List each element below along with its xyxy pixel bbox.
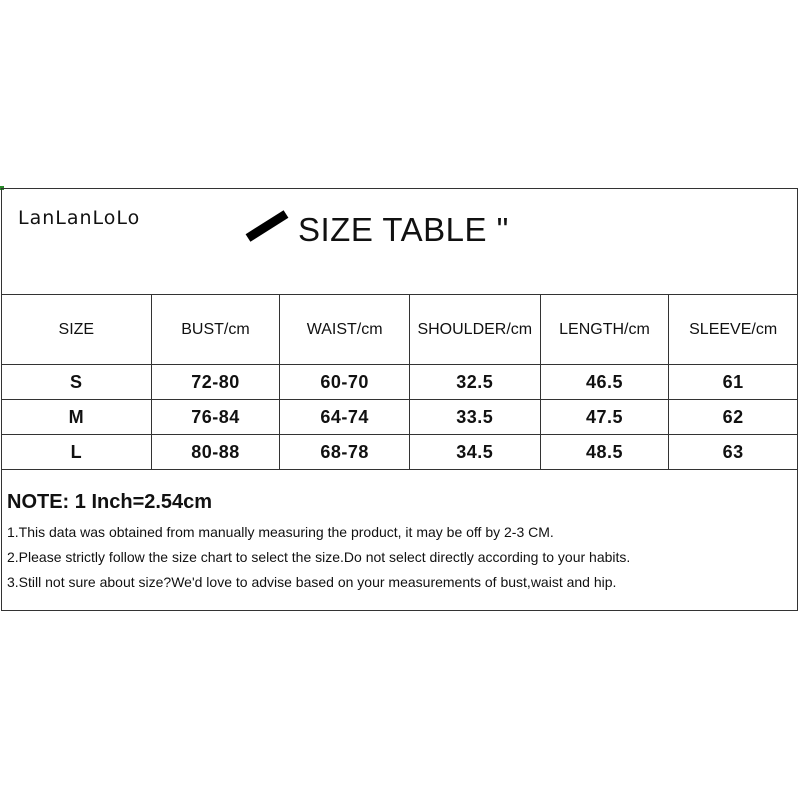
notes-section (7, 485, 787, 599)
table-cell: 47.5 (541, 400, 670, 434)
brand-logo: LanLanLoLo (18, 207, 141, 229)
table-cell: 64-74 (280, 400, 410, 434)
note-title: NOTE: 1 Inch=2.54cm (7, 491, 213, 513)
table-cell: 32.5 (410, 365, 541, 399)
header-sleeve: SLEEVE/cm (689, 320, 778, 338)
table-cell: 48.5 (541, 435, 670, 469)
table-cell: 80-88 (152, 435, 281, 469)
table-cell: L (2, 435, 152, 469)
page-title: SIZE TABLE " (298, 211, 509, 248)
table-row (2, 365, 797, 400)
table-cell: 60-70 (280, 365, 410, 399)
brush-stroke-icon (240, 205, 300, 245)
header-shoulder: SHOULDER/cm (410, 295, 541, 364)
size-chart-frame (1, 188, 798, 611)
table-cell: 63 (722, 441, 744, 462)
size-chart-header (2, 189, 797, 295)
header-size: SIZE (2, 295, 152, 364)
table-row (2, 400, 797, 435)
header-length: LENGTH/cm (541, 295, 670, 364)
table-cell: 34.5 (410, 435, 541, 469)
table-cell: 68-78 (280, 435, 410, 469)
table-cell: 61 (722, 371, 744, 392)
table-cell: 62 (722, 406, 744, 427)
table-cell: S (2, 365, 152, 399)
table-cell: 72-80 (152, 365, 281, 399)
note-line: 2.Please strictly follow the size chart to select the size.Do not select directly according to your habits. (7, 549, 631, 565)
header-bust: BUST/cm (152, 295, 281, 364)
note-line: 3.Still not sure about size?We'd love to advise based on your measurements of bust,waist and hip. (7, 574, 617, 590)
note-line: 1.This data was obtained from manually measuring the product, it may be off by 2-3 CM. (7, 524, 554, 540)
table-row (2, 435, 797, 470)
table-header-row (2, 295, 797, 365)
table-cell: 46.5 (541, 365, 670, 399)
table-cell: 76-84 (152, 400, 281, 434)
header-waist: WAIST/cm (280, 295, 410, 364)
table-cell: 33.5 (410, 400, 541, 434)
table-cell: M (2, 400, 152, 434)
